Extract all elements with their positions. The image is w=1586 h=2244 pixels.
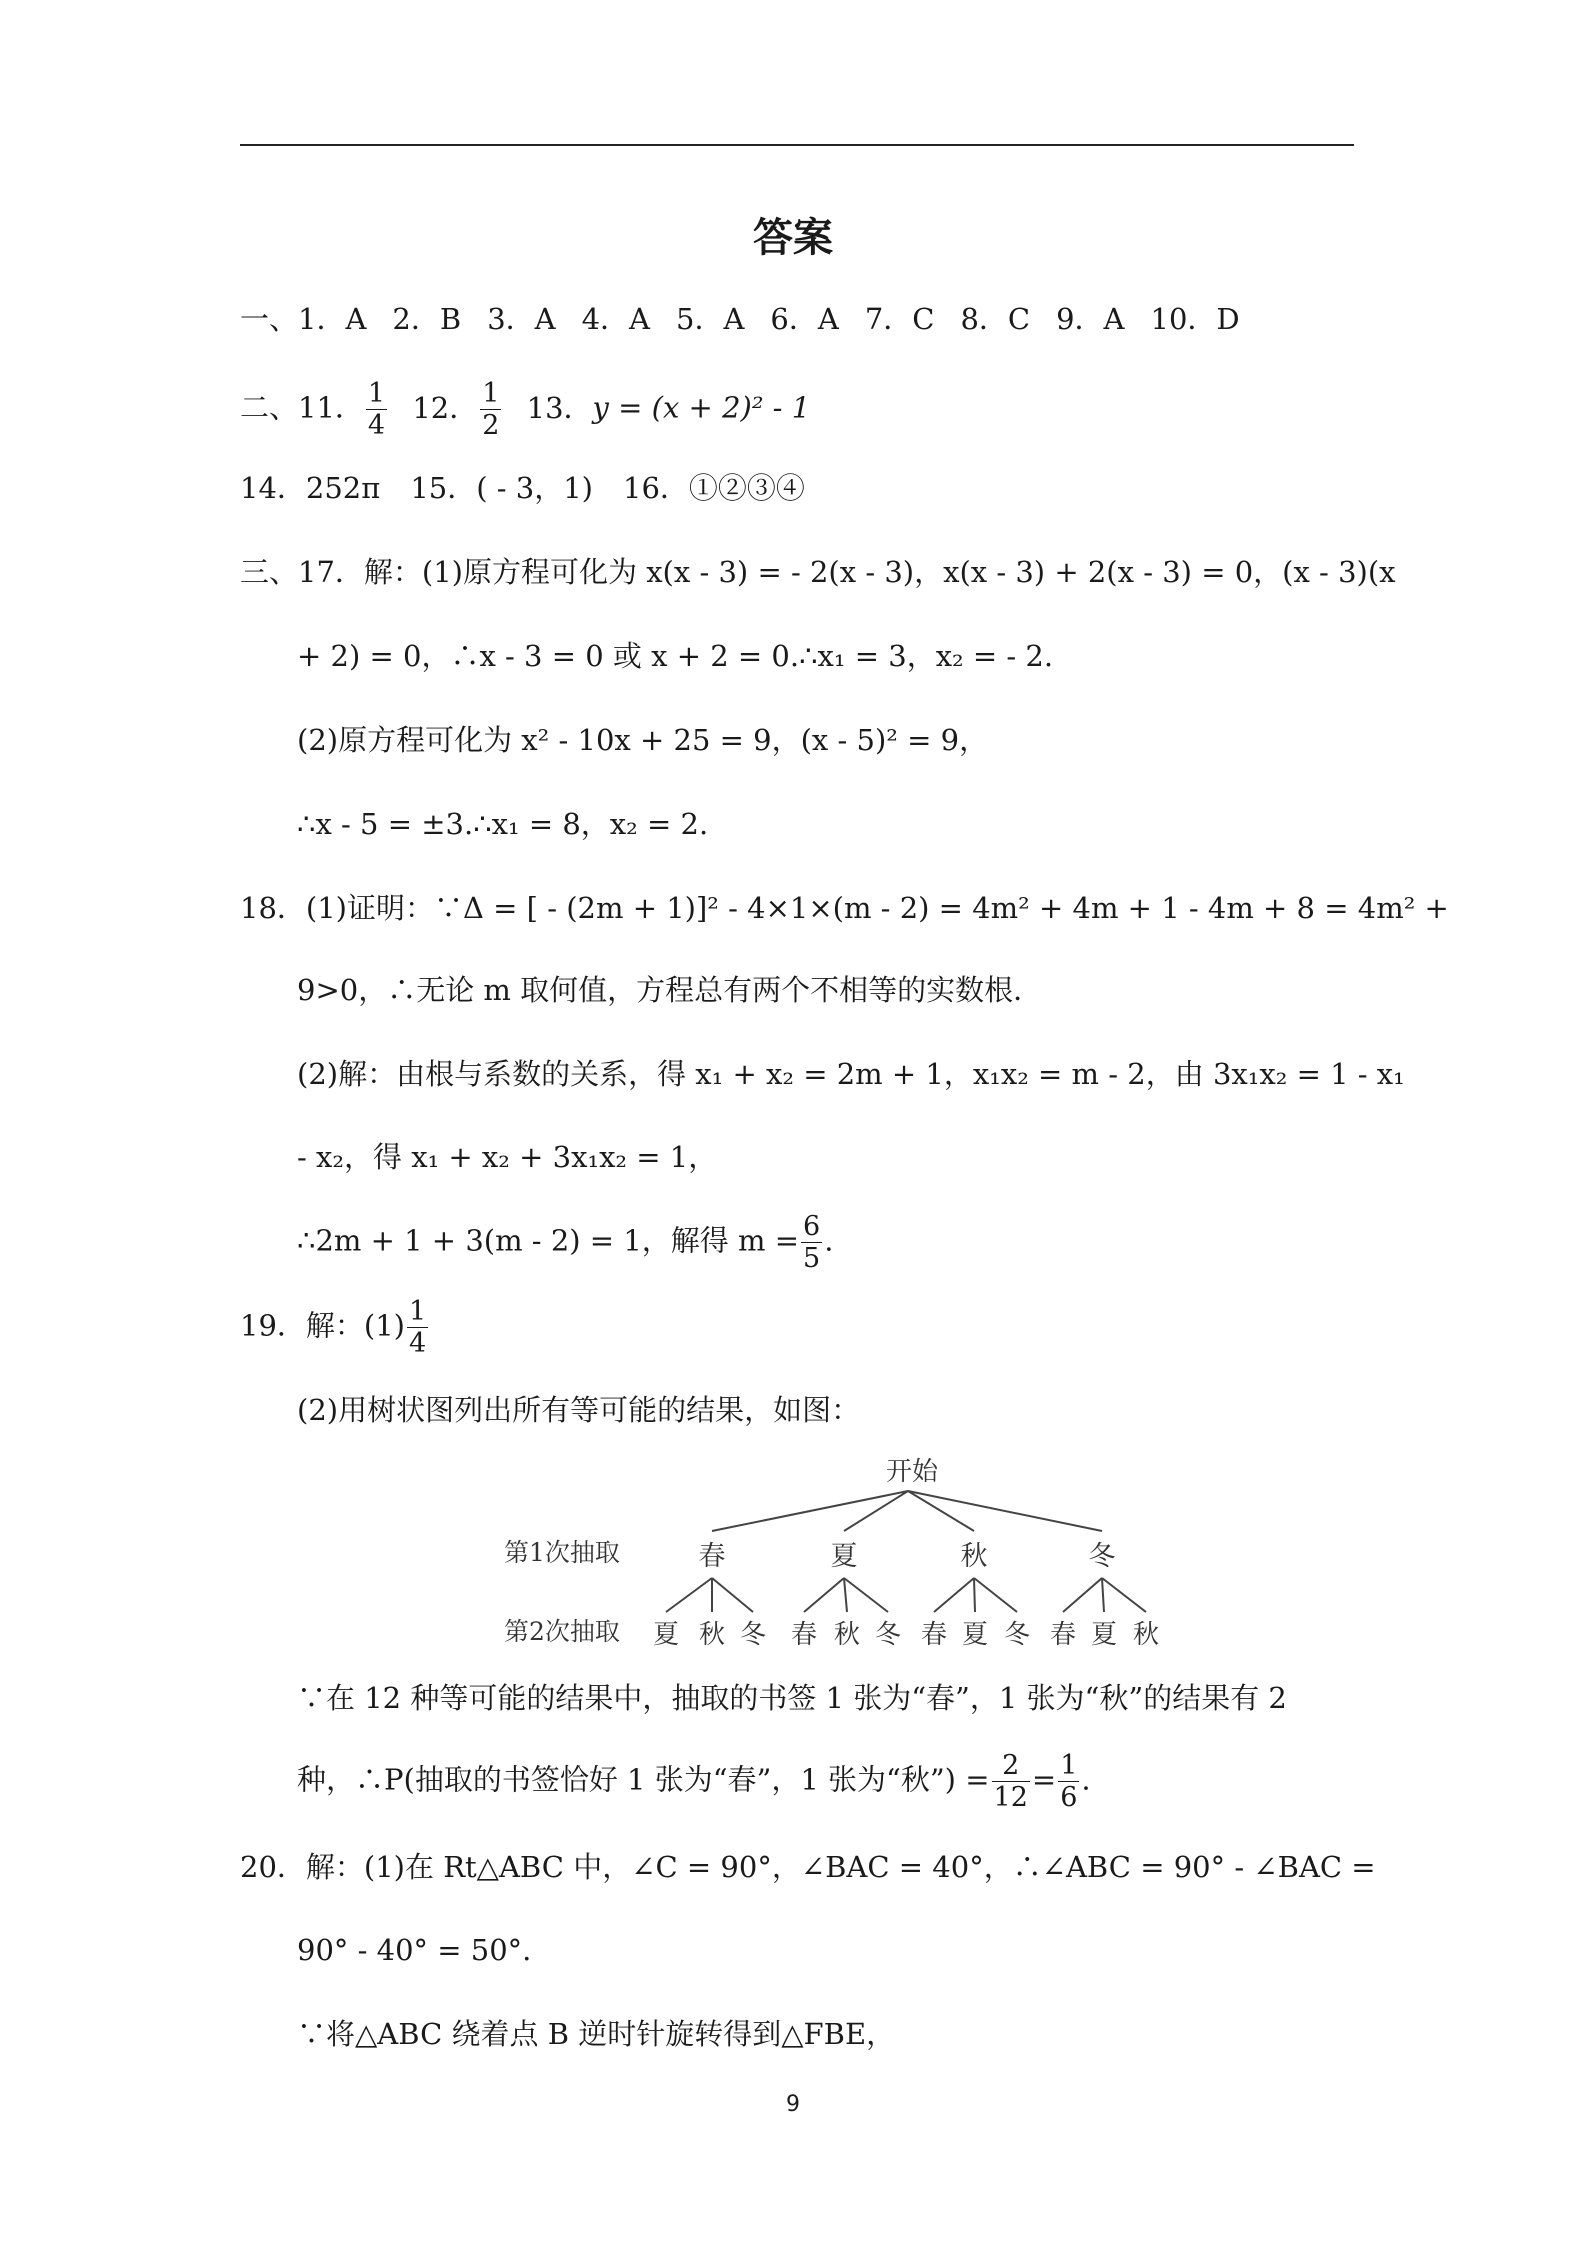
q19-fraction-a bbox=[992, 1752, 1030, 1811]
q18-line-3: (2)解：由根与系数的关系，得 x₁ + x₂ = 2m + 1，x₁x₂ = m - 2，由 3x₁x₂ = 1 - x₁ bbox=[297, 1057, 1405, 1091]
tree-branch-4-2 bbox=[1102, 1578, 1104, 1612]
tree-second-4-1: 春 bbox=[1049, 1620, 1077, 1650]
answer-1: 1．A bbox=[298, 302, 367, 336]
q11-numerator: 1 bbox=[367, 378, 386, 409]
tree-second-3-1: 春 bbox=[920, 1620, 948, 1650]
q13-label: 13． bbox=[526, 390, 593, 425]
q11-label: 11． bbox=[298, 390, 364, 425]
q17-line-3: (2)原方程可化为 x² - 10x + 25 = 9，(x - 5)² = 9， bbox=[297, 723, 989, 757]
q19-line-4: 种，∴P(抽取的书签恰好 1 张为“春”，1 张为“秋”) = $\frac{2}{12}$ = $\frac{1}{6}$ . bbox=[297, 1750, 1091, 1813]
answer-9: 9．A bbox=[1056, 302, 1125, 336]
q13-answer: y = (x + 2)² - 1 bbox=[592, 390, 811, 425]
tree-branch-2-2 bbox=[844, 1578, 847, 1612]
tree-branch-4-1 bbox=[1063, 1578, 1102, 1612]
tree-branch-1-1 bbox=[666, 1578, 712, 1612]
answer-10: 10．D bbox=[1150, 302, 1240, 336]
q18-numerator: 6 bbox=[803, 1211, 821, 1242]
tree-branch-1-3 bbox=[712, 1578, 753, 1612]
q11-denominator: 4 bbox=[367, 410, 386, 441]
q18-line-5: ∴2m + 1 + 3(m - 2) = 1，解得 m = $\frac{6}{5}$ . bbox=[297, 1211, 834, 1274]
q19-numerator: 1 bbox=[408, 1296, 427, 1327]
tree-branch-2-1 bbox=[804, 1578, 844, 1612]
q17-line-2: + 2) = 0，∴x - 3 = 0 或 x + 2 = 0.∴x₁ = 3，x₂ = - 2. bbox=[297, 639, 1054, 673]
q19-line-2: (2)用树状图列出所有等可能的结果，如图： bbox=[297, 1393, 861, 1427]
q19-fraction-b-den: 6 bbox=[1060, 1782, 1078, 1813]
q15-answer: 15．( - 3，1) bbox=[410, 471, 593, 505]
q18-line-5-text: ∴2m + 1 + 3(m - 2) = 1，解得 m = bbox=[297, 1223, 800, 1258]
tree-second-3-2: 夏 bbox=[961, 1620, 989, 1650]
q19-line-4-text: 种，∴P(抽取的书签恰好 1 张为“春”，1 张为“秋”) = bbox=[297, 1762, 990, 1797]
q19-fraction-b bbox=[1058, 1752, 1079, 1811]
q17-line-1: 三、17．解：(1)原方程可化为 x(x - 3) = - 2(x - 3)，x(x - 3) + 2(x - 3) = 0，(x - 3)(x bbox=[240, 555, 1396, 589]
q18-denominator: 5 bbox=[803, 1243, 821, 1274]
tree-branch-root-1 bbox=[712, 1491, 908, 1531]
tree-second-1-1: 夏 bbox=[652, 1620, 680, 1650]
q12-label: 12． bbox=[412, 390, 479, 425]
q19-fraction-a-num: 2 bbox=[992, 1752, 1030, 1782]
tree-first-2: 夏 bbox=[830, 1541, 858, 1572]
q16-answer: 16．①②③④ bbox=[623, 471, 805, 505]
tree-second-1-2: 秋 bbox=[698, 1620, 726, 1650]
tree-first-4: 冬 bbox=[1088, 1541, 1116, 1572]
tree-branch-3-2 bbox=[974, 1578, 975, 1612]
tree-branch-2-3 bbox=[844, 1578, 888, 1612]
q19-line-3: ∵在 12 种等可能的结果中，抽取的书签 1 张为“春”，1 张为“秋”的结果有 2 bbox=[297, 1681, 1287, 1715]
q19-equals: = bbox=[1031, 1762, 1057, 1797]
answer-2: 2．B bbox=[392, 302, 462, 336]
tree-branch-root-4 bbox=[908, 1491, 1102, 1531]
section2-prefix: 二、 bbox=[240, 390, 299, 425]
q12-numerator: 1 bbox=[482, 378, 500, 409]
q19-denominator: 4 bbox=[408, 1328, 427, 1359]
tree-root: 开始 bbox=[885, 1457, 939, 1487]
tree-branch-3-1 bbox=[934, 1578, 974, 1612]
tree-second-2-3: 冬 bbox=[874, 1620, 902, 1650]
section1-prefix: 一、 bbox=[240, 302, 299, 336]
tree-branch-3-3 bbox=[974, 1578, 1017, 1612]
tree-second-4-2: 夏 bbox=[1090, 1620, 1118, 1650]
answer-7: 7．C bbox=[864, 302, 935, 336]
q18-line-2: 9>0，∴无论 m 取何值，方程总有两个不相等的实数根． bbox=[297, 973, 1043, 1007]
q20-line-3: ∵将△ABC 绕着点 B 逆时针旋转得到△FBE， bbox=[297, 2017, 896, 2051]
tree-second-1-3: 冬 bbox=[739, 1620, 767, 1650]
q14-answer: 14．252π bbox=[240, 471, 381, 505]
page-number: 9 bbox=[786, 2092, 800, 2117]
answer-5: 5．A bbox=[676, 302, 745, 336]
answer-6: 6．A bbox=[770, 302, 839, 336]
q19-line-1-text: 19．解：(1) bbox=[240, 1308, 405, 1343]
answer-8: 8．C bbox=[960, 302, 1031, 336]
tree-second-3-3: 冬 bbox=[1003, 1620, 1031, 1650]
tree-second-2-1: 春 bbox=[790, 1620, 818, 1650]
q19-fraction-a-den: 12 bbox=[993, 1782, 1028, 1813]
q18-line-1: 18．(1)证明：∵Δ = [ - (2m + 1)]² - 4×1×(m - 2) = 4m² + 4m + 1 - 4m + 8 = 4m² + bbox=[240, 891, 1449, 925]
q12-denominator: 2 bbox=[482, 410, 500, 441]
q19-fraction-b-num: 1 bbox=[1060, 1750, 1078, 1781]
page-title: 答案 bbox=[753, 215, 833, 261]
q20-line-2: 90° - 40° = 50°. bbox=[297, 1933, 532, 1967]
tree-branch-4-3 bbox=[1102, 1578, 1146, 1612]
tree-row1-label: 第1次抽取 bbox=[504, 1538, 620, 1567]
q18-line-4: - x₂，得 x₁ + x₂ + 3x₁x₂ = 1， bbox=[297, 1140, 718, 1174]
answer-3: 3．A bbox=[487, 302, 556, 336]
answer-4: 4．A bbox=[581, 302, 650, 336]
tree-second-2-2: 秋 bbox=[833, 1620, 861, 1650]
q20-line-1: 20．解：(1)在 Rt△ABC 中，∠C = 90°，∠BAC = 40°，∴∠ABC = 90° - ∠BAC = bbox=[240, 1850, 1376, 1884]
tree-first-1: 春 bbox=[698, 1541, 726, 1572]
tree-second-4-3: 秋 bbox=[1132, 1620, 1160, 1650]
q17-line-4: ∴x - 5 = ±3.∴x₁ = 8，x₂ = 2. bbox=[297, 807, 709, 841]
tree-row2-label: 第2次抽取 bbox=[504, 1617, 620, 1646]
tree-first-3: 秋 bbox=[960, 1541, 988, 1572]
